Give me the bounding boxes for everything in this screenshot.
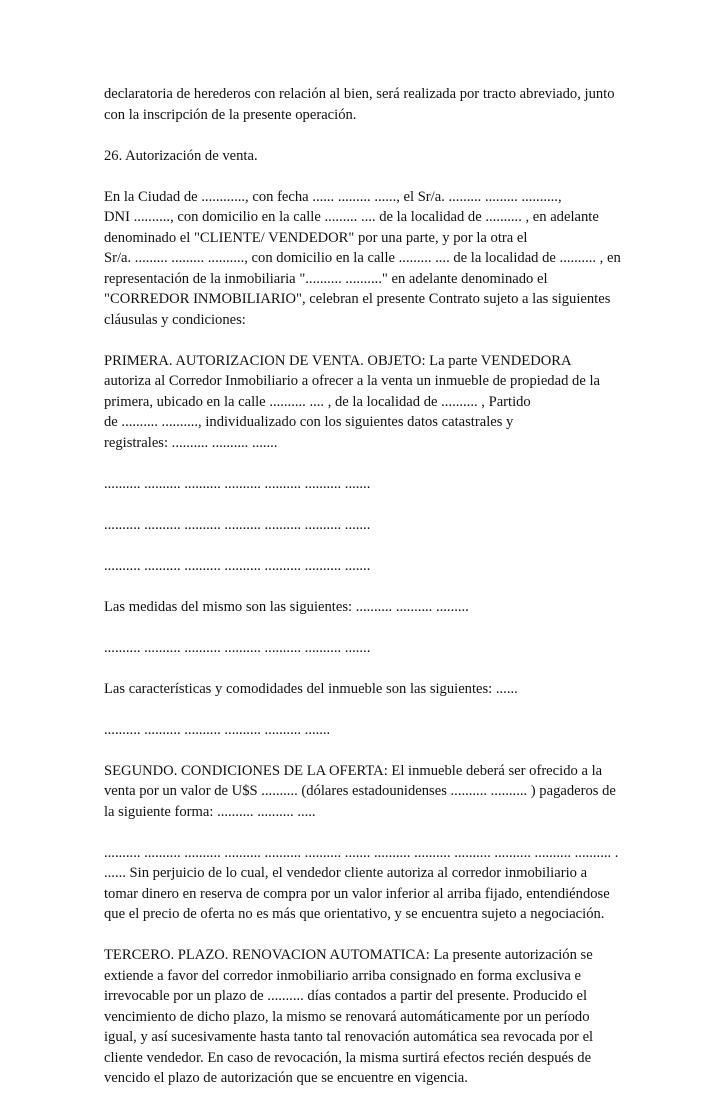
document-paragraph [104,720,644,741]
document-paragraph [104,679,644,700]
document-text-line: Las medidas del mismo son las siguientes: .......... .......... ......... [104,598,469,615]
document-paragraph [104,597,644,618]
document-paragraph [104,146,644,167]
document-text-line: declaratoria de herederos con relación al bien, será realizada por tracto abreviado, junto [104,86,615,102]
document-text-line: .......... .......... .......... .......... .......... .......... ....... [104,475,371,492]
document-text-line: extiende a favor del corredor inmobiliario arriba consignado en forma exclusiva e [104,967,581,984]
document-text-line: igual, y así sucesivamente hasta tanto tal renovación automática sea revocada por el [104,1029,594,1045]
document-paragraph [104,556,644,577]
document-text-line: DNI .........., con domicilio en la calle ......... .... de la localidad de .......... , en adelante [104,209,599,225]
document-text-line: .......... .......... .......... .......... .......... .......... ....... [104,516,371,533]
document-text-line: Sr/a. ......... ......... .........., con domicilio en la calle ......... .... de la localidad de .......... , en [104,250,621,266]
document-text-line: tomar dinero en reserva de compra por un valor inferior al arriba fijado, entendiéndose [104,885,610,902]
document-paragraph [104,187,644,331]
document-paragraph [104,84,644,125]
document-text-line: venta por un valor de U$S .......... (dólares estadounidenses .......... .......... ) pagaderos de [104,783,616,799]
document-text-line: vencido el plazo de autorización que se encuentre en vigencia. [104,1070,468,1086]
document-text-line: En la Ciudad de ............, con fecha ...... ......... ......, el Sr/a. ......... ......... .........., [104,188,562,205]
document-text-line: con la inscripción de la presente operación. [104,106,357,123]
document-text-line: autoriza al Corredor Inmobiliario a ofrecer a la venta un inmueble de propiedad de la [104,373,600,389]
document-text-line: TERCERO. PLAZO. RENOVACION AUTOMATICA: La presente autorización se [104,947,593,963]
document-text-line: primera, ubicado en la calle .......... .... , de la localidad de .......... , Partido [104,393,531,410]
document-paragraph [104,638,644,659]
document-text-line: Las características y comodidades del inmueble son las siguientes: ...... [104,680,518,697]
document-paragraph [104,843,644,925]
document-text-line: cliente vendedor. En caso de revocación, la misma surtirá efectos recién después de [104,1049,592,1066]
document-paragraph [104,761,644,823]
document-text-line: cláusulas y condiciones: [104,311,246,328]
document-text-line: PRIMERA. AUTORIZACION DE VENTA. OBJETO: La parte VENDEDORA [104,352,572,369]
document-text-line: registrales: .......... .......... ....... [104,434,278,451]
document-text-line: ...... Sin perjuicio de lo cual, el vendedor cliente autoriza al corredor inmobiliario a [104,865,588,881]
document-text-line: de .......... .........., individualizado con los siguientes datos catastrales y [104,414,514,430]
document-text-line: vencimiento de dicho plazo, la mismo se renovará automáticamente por un período [104,1008,590,1025]
document-paragraph [104,474,644,495]
document-text-line: denominado el "CLIENTE/ VENDEDOR" por una parte, y por la otra el [104,229,528,246]
document-paragraph [104,515,644,536]
document-paragraph [104,945,644,1089]
document-text-line: .......... .......... .......... .......... .......... .......... ....... [104,557,371,574]
document-text-line: la siguiente forma: .......... .......... ..... [104,803,316,820]
document-text-line: que el precio de oferta no es más que orientativo, y se encuentra sujeto a negociación. [104,906,605,922]
document-text-line: .......... .......... .......... .......... .......... .......... ....... [104,639,371,656]
document-text-line: 26. Autorización de venta. [104,147,258,164]
document-text-line: representación de la inmobiliaria ".......... .........." en adelante denominado el [104,270,548,287]
document-text-line: "CORREDOR INMOBILIARIO", celebran el presente Contrato sujeto a las siguientes [104,291,611,307]
document-text-line: irrevocable por un plazo de .......... días contados a partir del presente. Producido el [104,988,588,1004]
document-page [104,84,644,1109]
document-text-line: .......... .......... .......... .......... .......... ....... [104,721,331,738]
document-text-line: SEGUNDO. CONDICIONES DE LA OFERTA: El inmueble deberá ser ofrecido a la [104,762,603,779]
document-text-line: .......... .......... .......... .......... .......... .......... ....... .......... .......... .......... .......... .......... .......... . [104,844,619,861]
document-paragraph [104,351,644,454]
